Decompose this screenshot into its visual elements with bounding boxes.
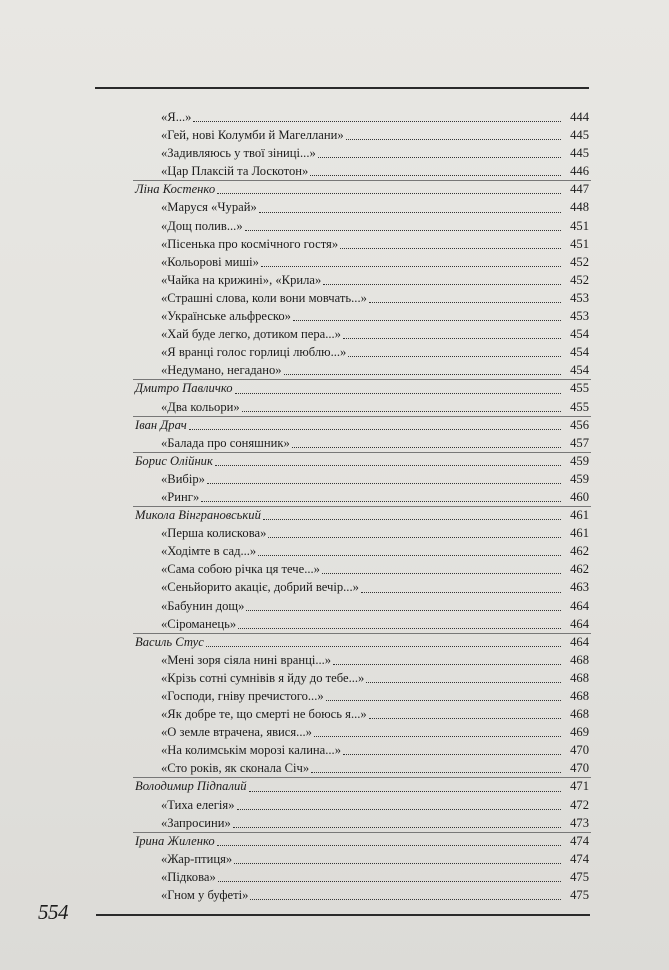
entry-page-number: 453	[570, 309, 589, 324]
entry-page-number: 459	[570, 471, 589, 486]
toc-author-entry	[135, 832, 589, 850]
toc-poem-entry	[135, 253, 589, 271]
poem-title: «Пісенька про космічного гостя»	[161, 236, 339, 251]
dot-leader	[326, 699, 561, 701]
dot-leader	[311, 771, 561, 773]
toc-poem-entry	[135, 325, 589, 343]
toc-poem-entry	[135, 669, 589, 687]
dot-leader	[246, 609, 561, 611]
dot-leader	[201, 500, 561, 502]
footer-rule	[96, 914, 590, 916]
dot-leader	[369, 717, 561, 719]
poem-title: «Ринг»	[161, 489, 200, 504]
toc-poem-entry	[135, 343, 589, 361]
dot-leader	[322, 572, 561, 574]
toc-poem-entry	[135, 524, 589, 542]
poem-title: «Запросини»	[161, 815, 231, 830]
entry-page-number: 446	[570, 164, 589, 179]
toc-poem-entry	[135, 850, 589, 868]
dot-leader	[242, 410, 561, 412]
toc-poem-entry	[135, 615, 589, 633]
entry-page-number: 461	[570, 526, 589, 541]
dot-leader	[258, 554, 561, 556]
dot-leader	[238, 627, 561, 629]
entry-page-number: 464	[570, 616, 589, 631]
toc-poem-entry	[135, 289, 589, 307]
entry-page-number: 456	[570, 417, 589, 432]
poem-title: «Сама собою річка ця тече...»	[161, 562, 320, 577]
poem-title: «О земле втрачена, явися...»	[161, 725, 312, 740]
author-name: Дмитро Павличко	[135, 381, 233, 396]
entry-page-number: 462	[570, 562, 589, 577]
entry-page-number: 463	[570, 580, 589, 595]
dot-leader	[218, 880, 561, 882]
poem-title: «Чайка на крижині», «Крила»	[161, 272, 322, 287]
entry-page-number: 453	[570, 290, 589, 305]
page-footer	[38, 900, 590, 930]
dot-leader	[249, 790, 561, 792]
entry-page-number: 464	[570, 598, 589, 613]
poem-title: «Вибір»	[161, 471, 205, 486]
dot-leader	[343, 753, 561, 755]
toc-poem-entry	[135, 705, 589, 723]
entry-page-number: 473	[570, 815, 589, 830]
author-name: Іван Драч	[135, 417, 187, 432]
toc-poem-entry	[135, 560, 589, 578]
toc-poem-entry	[135, 144, 589, 162]
toc-author-entry	[135, 452, 589, 470]
poem-title: «Сеньйорито акаціє, добрий вечір...»	[161, 580, 359, 595]
toc-author-entry	[135, 416, 589, 434]
entry-page-number: 451	[570, 218, 589, 233]
dot-leader	[206, 645, 561, 647]
poem-title: «Українське альфреско»	[161, 309, 291, 324]
toc-poem-entry	[135, 597, 589, 615]
entry-page-number: 474	[570, 833, 589, 848]
poem-title: «Гей, нові Колумби й Магеллани»	[161, 128, 344, 143]
dot-leader	[237, 808, 561, 810]
poem-title: «Як добре те, що смерті не боюсь я...»	[161, 707, 367, 722]
toc-poem-entry	[135, 126, 589, 144]
header-rule	[95, 87, 589, 89]
poem-title: «Маруся «Чурай»	[161, 200, 257, 215]
dot-leader	[217, 192, 561, 194]
toc-poem-entry	[135, 434, 589, 452]
dot-leader	[361, 591, 561, 593]
author-name: Ірина Жиленко	[135, 833, 215, 848]
poem-title: «Кольорові миші»	[161, 254, 259, 269]
entry-page-number: 475	[570, 888, 589, 903]
toc-poem-entry	[135, 198, 589, 216]
entry-page-number: 448	[570, 200, 589, 215]
dot-leader	[234, 862, 561, 864]
dot-leader	[193, 120, 561, 122]
poem-title: «Крізь сотні сумнівів я йду до тебе...»	[161, 670, 365, 685]
entry-page-number: 470	[570, 761, 589, 776]
dot-leader	[323, 283, 561, 285]
toc-poem-entry	[135, 307, 589, 325]
poem-title: «Я...»	[161, 110, 192, 124]
dot-leader	[366, 681, 561, 683]
author-name: Василь Стус	[135, 634, 204, 649]
poem-title: «Бабунин дощ»	[161, 598, 245, 613]
entry-page-number: 475	[570, 869, 589, 884]
dot-leader	[348, 355, 561, 357]
toc-author-entry	[135, 180, 589, 198]
author-name: Борис Олійник	[135, 453, 213, 468]
toc-poem-entry	[135, 470, 589, 488]
poem-title: «Недумано, негадано»	[161, 363, 282, 378]
poem-title: «Ходімте в сад...»	[161, 544, 257, 559]
poem-title: «Тиха елегія»	[161, 797, 235, 812]
entry-page-number: 447	[570, 182, 589, 197]
toc-poem-entry	[135, 217, 589, 235]
dot-leader	[245, 229, 561, 231]
toc-poem-entry	[135, 542, 589, 560]
poem-title: «Сіроманець»	[161, 616, 237, 631]
toc-poem-entry	[135, 162, 589, 180]
entry-page-number: 468	[570, 689, 589, 703]
entry-page-number: 455	[570, 399, 589, 414]
entry-page-number: 455	[570, 381, 589, 396]
toc-poem-entry	[135, 723, 589, 741]
dot-leader	[292, 446, 561, 448]
toc-poem-entry	[135, 488, 589, 506]
toc-poem-entry	[135, 398, 589, 416]
poem-title: «Перша колискова»	[161, 526, 267, 541]
toc-poem-entry	[135, 651, 589, 669]
dot-leader	[233, 826, 561, 828]
entry-page-number: 468	[570, 670, 589, 685]
toc-poem-entry	[135, 759, 589, 777]
entry-page-number: 454	[570, 345, 589, 360]
dot-leader	[346, 138, 561, 140]
poem-title: «На колимськім морозі калина...»	[161, 743, 342, 758]
table-of-contents	[135, 108, 589, 904]
dot-leader	[215, 464, 561, 466]
entry-page-number: 471	[570, 779, 589, 794]
entry-page-number: 464	[570, 634, 589, 649]
page-number: 554	[38, 900, 68, 924]
entry-page-number: 444	[570, 110, 589, 124]
entry-page-number: 452	[570, 254, 589, 269]
entry-page-number: 472	[570, 797, 589, 812]
entry-page-number: 462	[570, 544, 589, 559]
toc-poem-entry	[135, 868, 589, 886]
entry-page-number: 468	[570, 652, 589, 667]
toc-author-entry	[135, 506, 589, 524]
author-name: Ліна Костенко	[135, 182, 216, 197]
entry-page-number: 470	[570, 743, 589, 758]
toc-poem-entry	[135, 741, 589, 759]
author-name: Володимир Підпалий	[135, 779, 247, 794]
toc-poem-entry	[135, 578, 589, 596]
dot-leader	[189, 428, 561, 430]
entry-page-number: 452	[570, 272, 589, 287]
entry-page-number: 445	[570, 128, 589, 143]
author-name: Микола Вінграновський	[135, 508, 261, 523]
poem-title: «Мені зоря сіяла нині вранці...»	[161, 652, 332, 667]
dot-leader	[235, 392, 561, 394]
dot-leader	[343, 337, 561, 339]
entry-page-number: 445	[570, 146, 589, 161]
entry-page-number: 454	[570, 327, 589, 342]
dot-leader	[333, 663, 561, 665]
dot-leader	[263, 518, 561, 520]
toc-poem-entry	[135, 814, 589, 832]
entry-page-number: 460	[570, 489, 589, 504]
toc-poem-entry	[135, 235, 589, 253]
toc-author-entry	[135, 777, 589, 795]
entry-page-number: 457	[570, 435, 589, 450]
entry-page-number: 474	[570, 851, 589, 866]
poem-title: «Хай буде легко, дотиком пера...»	[161, 327, 341, 342]
poem-title: «Гном у буфеті»	[161, 888, 249, 903]
poem-title: «Господи, гніву пречистого...»	[161, 689, 324, 703]
toc-poem-entry	[135, 271, 589, 289]
poem-title: «Цар Плаксій та Лоскотон»	[161, 164, 309, 179]
toc-poem-entry	[135, 687, 589, 705]
toc-author-entry	[135, 379, 589, 397]
dot-leader	[340, 247, 561, 249]
poem-title: «Жар-птиця»	[161, 851, 233, 866]
poem-title: «Дощ полив...»	[161, 218, 243, 233]
toc-poem-entry	[135, 361, 589, 379]
toc-poem-entry	[135, 108, 589, 126]
toc-author-entry	[135, 633, 589, 651]
dot-leader	[268, 536, 561, 538]
dot-leader	[293, 319, 561, 321]
dot-leader	[314, 735, 561, 737]
entry-page-number: 459	[570, 453, 589, 468]
poem-title: «Я вранці голос горлиці люблю...»	[161, 345, 347, 360]
entry-page-number: 451	[570, 236, 589, 251]
poem-title: «Сто років, як сконала Січ»	[161, 761, 310, 776]
dot-leader	[261, 265, 561, 267]
dot-leader	[284, 373, 561, 375]
toc-poem-entry	[135, 796, 589, 814]
poem-title: «Балада про соняшник»	[161, 435, 290, 450]
dot-leader	[259, 211, 561, 213]
entry-page-number: 461	[570, 508, 589, 523]
entry-page-number: 454	[570, 363, 589, 378]
entry-page-number: 469	[570, 725, 589, 740]
entry-page-number: 468	[570, 707, 589, 722]
dot-leader	[369, 301, 561, 303]
dot-leader	[318, 156, 561, 158]
dot-leader	[310, 174, 561, 176]
dot-leader	[207, 482, 561, 484]
poem-title: «Страшні слова, коли вони мовчать...»	[161, 290, 367, 305]
poem-title: «Два кольори»	[161, 399, 240, 414]
poem-title: «Підкова»	[161, 869, 216, 884]
poem-title: «Задивляюсь у твої зіниці...»	[161, 146, 316, 161]
dot-leader	[217, 844, 561, 846]
